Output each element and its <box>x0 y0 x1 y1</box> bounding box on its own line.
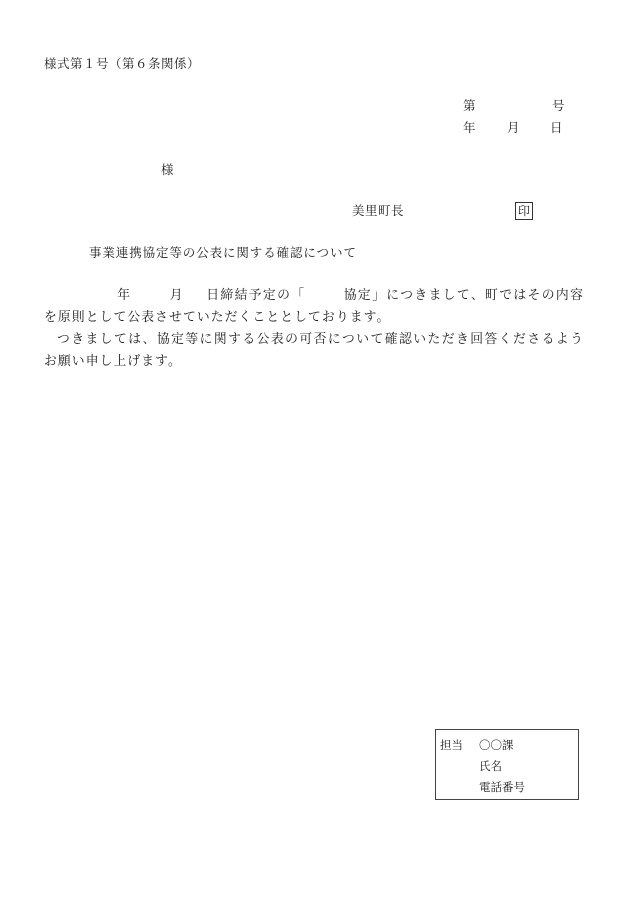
seal-stamp: 印 <box>515 202 533 220</box>
para2-text: つきましては、協定等に関する公表の可否について確認いただき回答くださるようお願い申し上げます。 <box>44 332 584 369</box>
sender-name: 美里町長 <box>352 203 405 218</box>
date-month: 月 <box>507 120 521 135</box>
contact-phone-label: 電話番号 <box>479 780 525 794</box>
doc-number-suffix: 号 <box>552 98 566 113</box>
subject-line: 事業連携協定等の公表に関する確認について <box>89 245 357 260</box>
recipient-honorific: 様 <box>161 162 175 177</box>
para1-month: 月 <box>169 288 184 303</box>
doc-number-prefix: 第 <box>463 98 477 113</box>
body-paragraph-1 <box>44 285 584 329</box>
para1-year: 年 <box>117 288 132 303</box>
para1-day-text: 日締結予定の「 <box>205 288 306 303</box>
contact-label: 担当 <box>440 738 463 752</box>
contact-box <box>435 729 579 800</box>
body-paragraph-2 <box>44 329 584 373</box>
contact-name-label: 氏名 <box>479 759 502 773</box>
para1-agreement-text: 協定」につきまして、町ではその内容を原則として公表させていただくこととしております。 <box>44 288 584 325</box>
date-year: 年 <box>463 120 477 135</box>
form-label: 様式第１号（第６条関係） <box>44 56 201 71</box>
contact-department: 〇〇課 <box>479 738 514 752</box>
date-day: 日 <box>550 120 564 135</box>
